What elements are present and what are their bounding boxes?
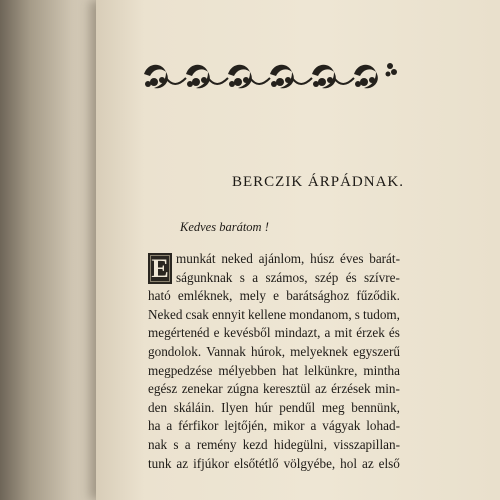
word: ifjúkor xyxy=(193,455,229,471)
word: emléknek, xyxy=(177,288,233,304)
word: ajánlom, xyxy=(258,251,305,266)
word: fűződik. xyxy=(356,288,400,304)
word: s xyxy=(239,269,245,285)
word: e xyxy=(213,325,220,341)
text-line xyxy=(148,269,400,288)
word: zenekar xyxy=(181,381,223,397)
word: ságunknak xyxy=(176,269,233,285)
word: elsőtétlő xyxy=(233,455,279,471)
word: s xyxy=(354,306,360,322)
word: a xyxy=(166,418,173,434)
word: és xyxy=(388,325,400,341)
salutation: Kedves barátom ! xyxy=(180,220,269,234)
word: visszapillan- xyxy=(333,436,400,452)
word: Ilyen xyxy=(221,399,249,415)
word: húr xyxy=(254,399,273,415)
word: min- xyxy=(375,381,400,397)
word: kellene xyxy=(247,306,287,322)
word: gondolok. xyxy=(148,343,202,359)
word: vágyak xyxy=(322,418,361,434)
text-line xyxy=(148,399,400,418)
word: a xyxy=(324,325,331,341)
word: húrok, xyxy=(250,343,286,359)
word: szívre- xyxy=(364,269,400,285)
word: az xyxy=(361,455,374,471)
word: meg xyxy=(321,399,345,415)
word: den xyxy=(148,399,168,415)
word: mikor xyxy=(273,418,305,434)
word: éves xyxy=(340,251,364,266)
word: egyszerű xyxy=(353,343,400,359)
word: tudom, xyxy=(362,306,400,322)
word: mely xyxy=(239,288,266,304)
word: ha xyxy=(148,418,161,434)
word: skáláin. xyxy=(173,399,215,415)
word: első xyxy=(378,455,400,471)
word: Vannak xyxy=(206,343,246,359)
word: völgyébe, xyxy=(283,455,336,471)
word: ennyit xyxy=(211,306,245,322)
word: hat xyxy=(282,362,299,378)
word: melyeknek xyxy=(290,343,348,359)
word: pendűl xyxy=(279,399,316,415)
word: lejtőjén, xyxy=(224,418,268,434)
word: kevésből xyxy=(223,325,271,341)
word: hol xyxy=(340,455,358,471)
word: bennünk, xyxy=(351,399,400,415)
text-line xyxy=(148,343,400,362)
dedication-title: BERCZIK ÁRPÁDNAK. xyxy=(231,174,404,190)
word: e xyxy=(273,288,280,304)
word: megértenéd xyxy=(148,325,210,341)
word: mintha xyxy=(363,362,400,378)
word: kezd xyxy=(242,436,268,452)
word: a xyxy=(184,436,191,452)
word: érzek xyxy=(356,325,385,341)
word: keresztül xyxy=(262,381,311,397)
word: mondanom, xyxy=(289,306,352,322)
text-line xyxy=(148,324,400,343)
word: nak xyxy=(148,436,168,452)
text-line xyxy=(148,417,400,436)
word: húsz xyxy=(310,251,335,266)
word: Neked xyxy=(148,306,183,322)
word: egész xyxy=(148,381,178,397)
drop-cap-initial: E xyxy=(148,253,172,284)
word: érzések xyxy=(331,381,371,397)
word: barát- xyxy=(369,251,400,266)
word: s xyxy=(173,436,179,452)
word: ható xyxy=(148,288,171,304)
word: lelkünkre, xyxy=(304,362,358,378)
word: férfikor xyxy=(178,418,219,434)
word: lohad- xyxy=(366,418,400,434)
text-line xyxy=(148,380,400,399)
text-line xyxy=(148,455,400,474)
word: zúgna xyxy=(227,381,259,397)
word: csak xyxy=(185,306,209,322)
text-line xyxy=(148,287,400,306)
word: számos, xyxy=(265,269,308,285)
word: mélyebben xyxy=(218,362,277,378)
text-line xyxy=(148,306,400,325)
word: megpedzése xyxy=(148,362,213,378)
word: barátsághoz xyxy=(286,288,350,304)
word: mit xyxy=(334,325,353,341)
word: munkát xyxy=(176,251,216,266)
word: hidegülni, xyxy=(273,436,328,452)
text-line xyxy=(148,362,400,381)
word: az xyxy=(314,381,327,397)
text-line xyxy=(148,250,400,269)
word: a xyxy=(310,418,317,434)
word: mindazt, xyxy=(274,325,321,341)
word: szép xyxy=(314,269,339,285)
word: tunk xyxy=(148,455,172,471)
word: neked xyxy=(221,251,253,266)
word: remény xyxy=(196,436,237,452)
text-line xyxy=(148,436,400,455)
dedication-body-text xyxy=(148,250,400,473)
word: a xyxy=(252,269,259,285)
word: az xyxy=(176,455,189,471)
floral-ornament-band xyxy=(138,56,400,92)
word: és xyxy=(345,269,357,285)
